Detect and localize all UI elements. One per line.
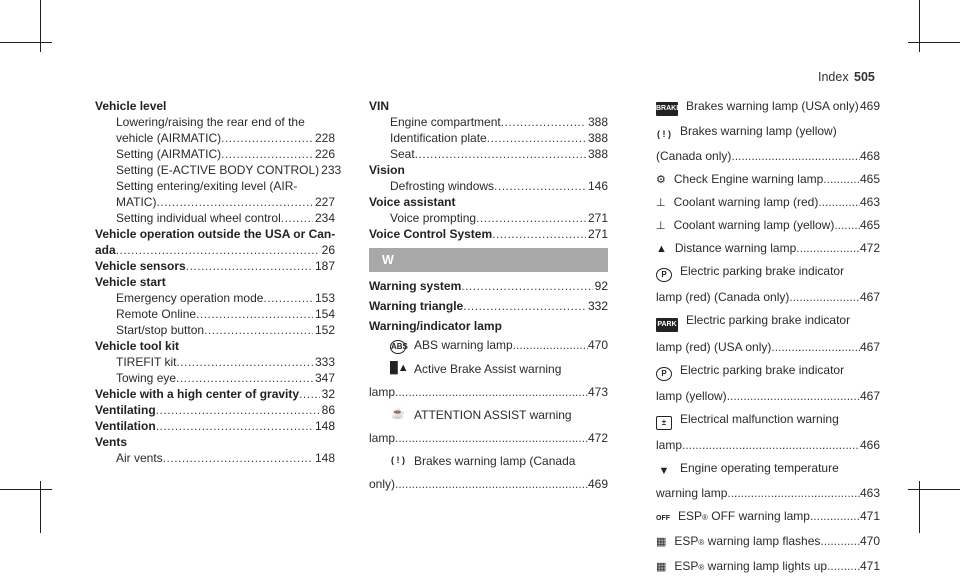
index-subentry[interactable]: warning lamp ..... 463 [656,485,880,501]
index-column-2 [369,98,608,492]
index-subentry[interactable]: Start/stop button ..... 152 [95,322,335,338]
index-subentry[interactable]: OFF ESP ® OFF warning lamp ..... 471 [656,508,880,526]
index-subentry[interactable]: Remote Online ..... 154 [95,306,335,322]
brake-icon: BRAKE [656,102,678,116]
engine-temperature-icon: ▼ [658,465,670,477]
index-subentry[interactable]: lamp ..... 472 [369,430,608,446]
index-heading[interactable]: Vehicle with a high center of gravity ..... 32 [95,386,335,402]
index-subentry[interactable]: (Canada only) ..... 468 [656,148,880,164]
index-heading[interactable]: Warning system ..... 92 [369,278,608,294]
index-heading[interactable]: Vehicle level [95,99,167,113]
index-column-3 [656,98,880,576]
crop-mark [0,489,52,490]
index-subentry: P Electric parking brake indicator [656,362,880,381]
index-heading: Vision [369,163,405,177]
crop-mark [919,481,920,533]
index-subentry[interactable]: ⊥ Coolant warning lamp (yellow) ..... 465 [656,217,880,233]
index-heading: Vehicle start [95,275,166,289]
parking-brake-icon: P [656,268,672,282]
index-heading[interactable]: Voice Control System ..... 271 [369,226,608,242]
brake-warning-icon: ( ! ) [657,129,671,139]
crop-mark [40,0,41,52]
index-subentry: Lowering/raising the rear end of the [116,115,305,129]
index-subentry[interactable]: Towing eye ..... 347 [95,370,335,386]
index-column-1 [95,98,342,466]
esp-off-icon: OFF [656,515,670,522]
index-subentry[interactable]: lamp (yellow) ..... 467 [656,388,880,404]
distance-warning-icon: ▲ [656,243,667,255]
index-subentry[interactable]: lamp (red) (USA only) ..... 467 [656,339,880,355]
index-subentry: ± Electrical malfunction warning [656,411,880,430]
index-heading[interactable]: Vehicle sensors ..... 187 [95,258,335,274]
park-icon: PARK [656,318,678,332]
index-subentry[interactable]: Setting individual wheel control ..... 234 [95,210,335,226]
section-letter-bar: W [369,248,608,272]
check-engine-icon: ⚙ [656,174,666,186]
index-subentry[interactable]: vehicle (AIRMATIC) ..... 228 [95,130,335,146]
abs-icon: ABS [390,340,406,354]
index-subentry[interactable]: ▲ Distance warning lamp ..... 472 [656,240,880,256]
index-subentry[interactable]: MATIC) ..... 227 [95,194,335,210]
index-subentry[interactable]: only) ..... 469 [369,476,608,492]
index-heading[interactable]: Warning triangle ..... 332 [369,298,608,314]
index-subentry: P Electric parking brake indicator [656,263,880,282]
esp-icon: ▦ [656,561,667,573]
crop-mark [919,0,920,52]
index-subentry: ( ! ) Brakes warning lamp (yellow) [657,124,837,139]
index-subentry[interactable]: Setting (E-ACTIVE BODY CONTROL) 233 [116,163,342,177]
index-subentry[interactable]: ⚙ Check Engine warning lamp ..... 465 [656,171,880,187]
index-subentry[interactable]: ⊥ Coolant warning lamp (red) ..... 463 [656,194,880,210]
attention-assist-icon: ☕ [391,408,405,420]
index-subentry[interactable]: ▦ ESP ® warning lamp flashes ..... 470 [656,533,880,551]
index-subentry[interactable]: Voice prompting ..... 271 [369,210,608,226]
index-heading: VIN [369,99,390,113]
index-heading: Vehicle operation outside the USA or Can- [95,227,336,241]
coolant-icon: ⊥ [656,220,666,232]
index-subentry[interactable]: Engine compartment ..... 388 [369,114,608,130]
index-subentry[interactable]: lamp (red) (Canada only) ..... 467 [656,289,880,305]
index-heading: Vents [95,435,128,449]
index-heading[interactable]: ada ..... 26 [95,242,335,258]
index-subentry[interactable]: lamp ..... 473 [369,384,608,400]
index-subentry[interactable]: Identification plate ..... 388 [369,130,608,146]
index-heading[interactable]: Ventilation ..... 148 [95,418,335,434]
index-heading: Voice assistant [369,195,456,209]
index-subentry[interactable]: TIREFIT kit ..... 333 [95,354,335,370]
index-subentry[interactable]: Setting (AIRMATIC) ..... 226 [95,146,335,162]
index-subentry[interactable]: Emergency operation mode ..... 153 [95,290,335,306]
battery-icon: ± [656,416,672,430]
parking-brake-icon: P [656,367,672,381]
page-header-label: Index [818,70,849,84]
index-subentry[interactable]: Defrosting windows ..... 146 [369,178,608,194]
index-heading: Vehicle tool kit [95,339,180,353]
index-heading: Warning/indicator lamp [369,319,502,333]
crop-mark [40,481,41,533]
active-brake-assist-icon: █▲ [390,362,409,374]
index-subentry[interactable]: BRAKE Brakes warning lamp (USA only) ..... 469 [656,98,880,116]
crop-mark [908,489,960,490]
index-subentry: Setting entering/exiting level (AIR- [116,179,298,193]
index-subentry[interactable]: lamp ..... 466 [656,437,880,453]
index-subentry[interactable]: Seat ..... 388 [369,146,608,162]
crop-mark [908,42,960,43]
brake-warning-icon: ( ! ) [391,455,405,465]
page-number: 505 [854,70,875,84]
coolant-icon: ⊥ [656,197,666,209]
index-subentry[interactable]: Air vents ..... 148 [95,450,335,466]
index-subentry: ( ! ) Brakes warning lamp (Canada [391,454,576,468]
index-subentry[interactable]: ▦ ESP ® warning lamp lights up ..... 471 [656,558,880,576]
index-subentry[interactable]: ABS ABS warning lamp ..... 470 [369,337,608,354]
crop-mark [0,42,52,43]
esp-icon: ▦ [656,536,667,548]
index-subentry: ☕ ATTENTION ASSIST warning [391,408,572,422]
index-subentry: PARK Electric parking brake indicator [656,312,880,332]
index-heading[interactable]: Ventilating ..... 86 [95,402,335,418]
index-subentry: ▼ Engine operating temperature [656,460,880,478]
index-subentry: █▲ Active Brake Assist warning [390,362,562,376]
